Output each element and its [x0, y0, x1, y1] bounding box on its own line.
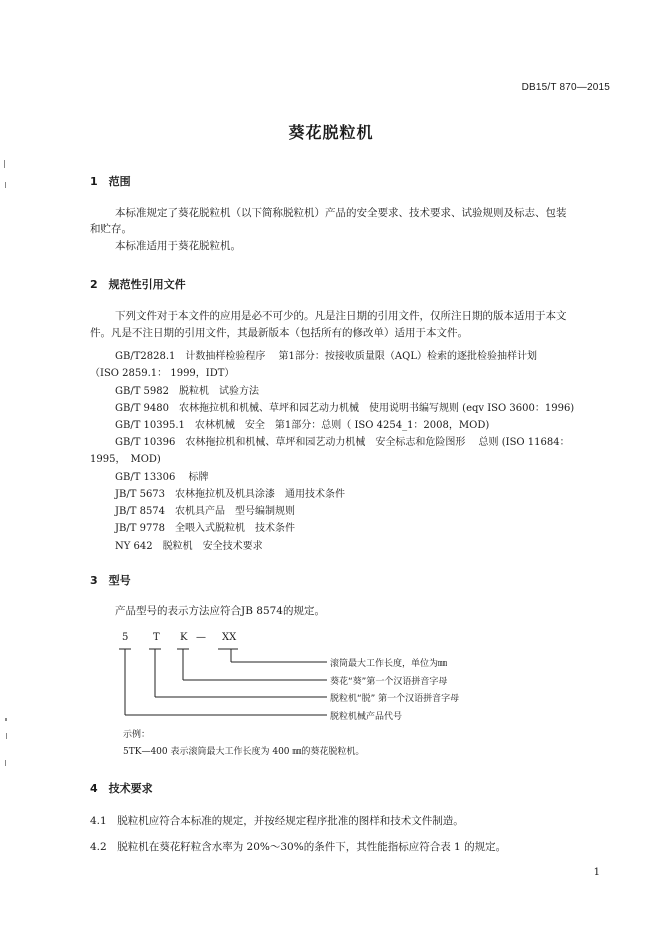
- scan-mark: [5, 760, 6, 766]
- document-code: DB15/T 870—2015: [521, 82, 610, 93]
- section-heading-scope: 1 范围: [90, 175, 131, 188]
- paragraph-text: 本标准适用于葵花脱粒机。: [115, 240, 241, 252]
- scan-mark: [5, 182, 6, 188]
- paragraph-text: 下列文件对于本文件的应用是必不可少的。凡是注日期的引用文件，仅所注日期的版本适用于本文: [115, 310, 567, 322]
- model-code-dash: —: [196, 632, 206, 643]
- callout-label: 滚筒最大工作长度，单位为㎜: [330, 659, 448, 669]
- reference-item: 1995， MOD): [90, 454, 161, 465]
- reference-item: JB/T 8574 农机具产品 型号编制规则: [115, 506, 296, 517]
- callout-label: 脱粒机械产品代号: [330, 712, 403, 722]
- model-code-part: T: [153, 632, 160, 643]
- section-heading-model: 3 型号: [90, 574, 131, 587]
- reference-item: GB/T 10395.1 农林机械 安全 第1部分：总则（ ISO 4254_1：2008，MOD): [115, 420, 490, 431]
- paragraph-text: 产品型号的表示方法应符合JB 8574的规定。: [115, 605, 325, 617]
- callout-label: 脱粒机“脱” 第一个汉语拼音字母: [330, 694, 460, 704]
- scan-mark: [5, 718, 7, 721]
- reference-item: GB/T 9480 农林拖拉机和机械、草坪和园艺动力机械 使用说明书编写规则 (eqv ISO 3600：1996): [115, 403, 575, 414]
- clause-text: 4.2 脱粒机在葵花籽粒含水率为 20%～30%的条件下，其性能指标应符合表 1 的规定。: [90, 841, 507, 853]
- reference-item: NY 642 脱粒机 安全技术要求: [115, 541, 263, 552]
- page-title: 葵花脱粒机: [288, 123, 374, 142]
- example-label: 示例：: [123, 730, 151, 740]
- reference-item: JB/T 5673 农林拖拉机及机具涂漆 通用技术条件: [115, 489, 346, 500]
- clause-text: 4.1 脱粒机应符合本标准的规定，并按经规定程序批准的图样和技术文件制造。: [90, 815, 464, 827]
- example-text: 5TK—400 表示滚筒最大工作长度为 400 ㎜的葵花脱粒机。: [123, 747, 365, 757]
- reference-item: （ISO 2859.1： 1999，IDT）: [90, 368, 235, 379]
- reference-item: GB/T 13306 标牌: [115, 472, 209, 483]
- scan-mark: [6, 733, 7, 739]
- reference-item: GB/T 5982 脱粒机 试验方法: [115, 386, 260, 397]
- page-number: 1: [593, 867, 600, 878]
- paragraph-text: 本标准规定了葵花脱粒机（以下简称脱粒机）产品的安全要求、技术要求、试验规则及标志、包装: [115, 207, 567, 219]
- model-code-part: K: [180, 632, 188, 643]
- reference-item: GB/T 10396 农林拖拉机和机械、草坪和园艺动力机械 安全标志和危险图形 总则 (ISO 11684：: [115, 437, 570, 448]
- section-heading-references: 2 规范性引用文件: [90, 278, 186, 291]
- model-code-part: XX: [222, 632, 237, 643]
- section-heading-technical: 4 技术要求: [90, 782, 153, 795]
- callout-label: 葵花“葵”第一个汉语拼音字母: [330, 677, 448, 687]
- model-code-part: 5: [122, 632, 129, 643]
- scan-mark: [4, 160, 5, 168]
- paragraph-text: 件。凡是不注日期的引用文件，其最新版本（包括所有的修改单）适用于本文件。: [90, 327, 468, 339]
- reference-item: GB/T2828.1 计数抽样检验程序 第1部分：按接收质量限（AQL）检索的逐批检验抽样计划: [115, 351, 537, 362]
- paragraph-text: 和贮存。: [90, 223, 132, 235]
- reference-item: JB/T 9778 全喂入式脱粒机 技术条件: [115, 523, 296, 534]
